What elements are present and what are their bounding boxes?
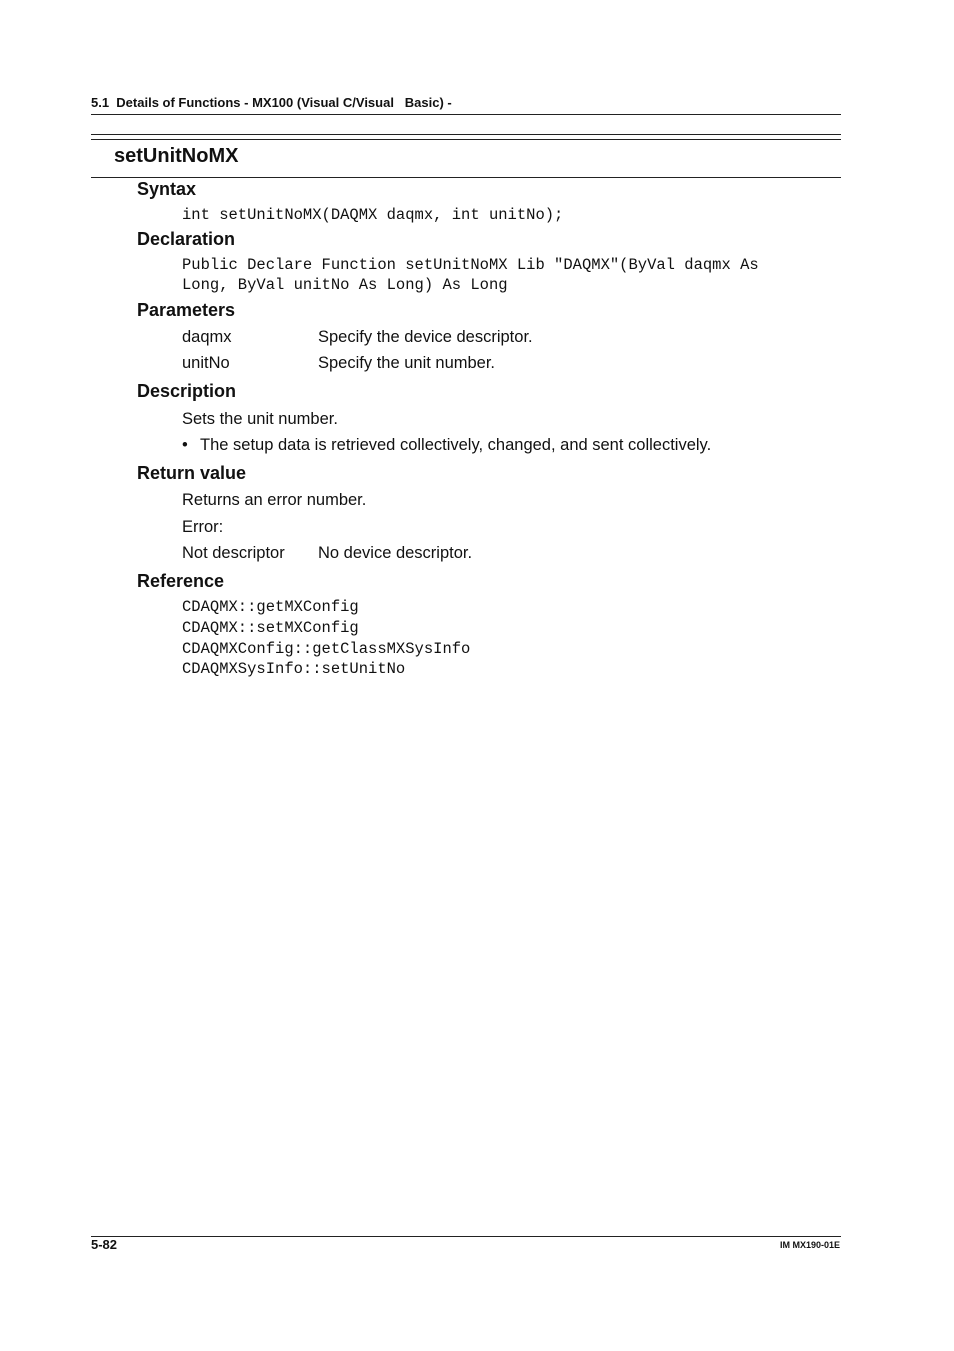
title-rule-top-2 [91,139,841,140]
description-text: Sets the unit number. [182,410,338,428]
return-value-heading: Return value [137,463,247,483]
error-name: Not descriptor [182,544,285,562]
header-rule [91,114,841,115]
param-name-unitno: unitNo [182,354,230,372]
reference-item: CDAQMXSysInfo::setUnitNo [182,660,406,678]
parameters-heading: Parameters [137,300,236,320]
syntax-heading: Syntax [137,179,197,199]
document-id: IM MX190-01E [779,1240,840,1250]
param-name-daqmx: daqmx [182,328,232,346]
description-bullet-text: The setup data is retrieved collectively, changed, and sent collectively. [200,436,712,454]
declaration-heading: Declaration [137,229,236,249]
bullet-mark: • [182,436,188,454]
reference-item: CDAQMX::setMXConfig [182,619,359,637]
param-desc-daqmx: Specify the device descriptor. [318,328,533,346]
reference-item: CDAQMXConfig::getClassMXSysInfo [182,640,471,658]
page-number: 5-82 [91,1237,118,1252]
description-heading: Description [137,381,237,401]
declaration-line-2: Long, ByVal unitNo As Long) As Long [182,276,508,294]
reference-item: CDAQMX::getMXConfig [182,598,359,616]
error-desc: No device descriptor. [318,544,473,562]
error-label: Error: [182,518,224,536]
declaration-line-1: Public Declare Function setUnitNoMX Lib "DAQMX"(ByVal daqmx As [182,256,759,274]
running-header: 5.1 Details of Functions - MX100 (Visual C/Visual Basic) - [91,95,452,110]
function-title: setUnitNoMX [114,145,239,167]
param-desc-unitno: Specify the unit number. [318,354,496,372]
footer-rule [91,1236,841,1237]
reference-heading: Reference [137,571,225,591]
return-value-text: Returns an error number. [182,491,367,509]
syntax-code: int setUnitNoMX(DAQMX daqmx, int unitNo); [182,206,564,224]
title-rule-bottom [91,177,841,178]
title-rule-top-1 [91,134,841,135]
